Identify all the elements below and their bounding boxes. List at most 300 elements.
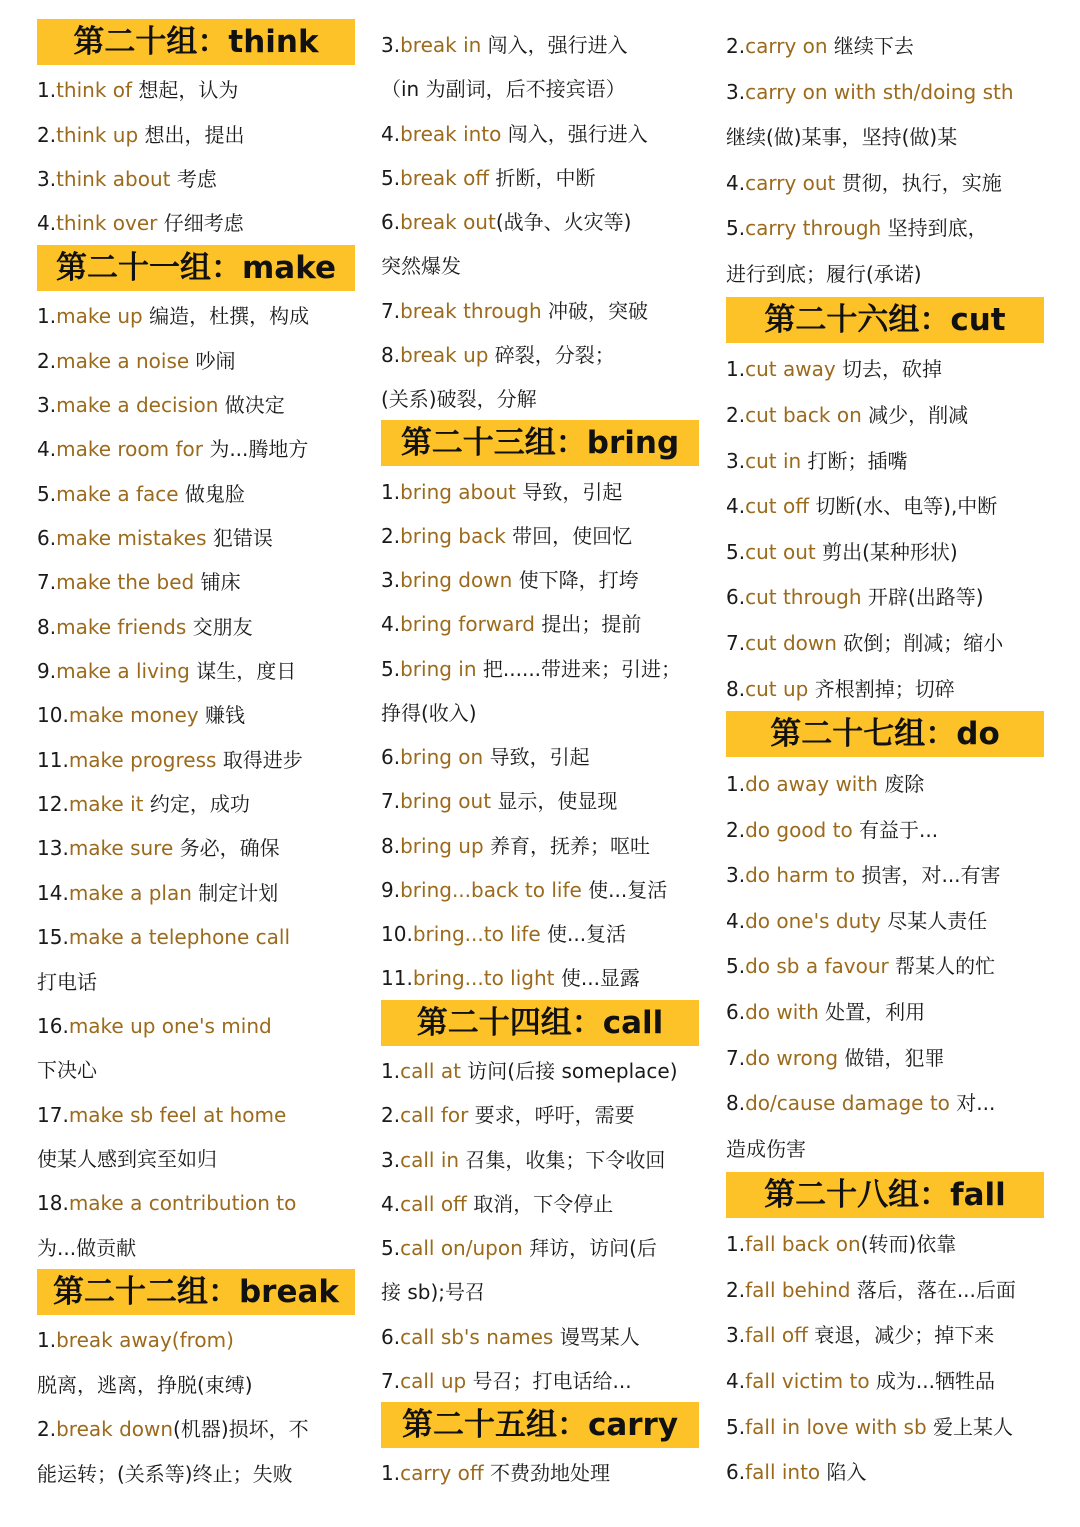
phrase-text: bring forward — [400, 612, 535, 637]
phrase-text: fall back on — [745, 1232, 861, 1257]
phrase-text: cut away — [745, 357, 836, 382]
group-header: 第二十六组：cut — [726, 297, 1044, 343]
meaning-text: 处置，利用 — [818, 1000, 926, 1025]
phrase-text: call on/upon — [400, 1236, 523, 1261]
meaning-text: 赚钱 — [198, 703, 245, 728]
group-header: 第二十三组：bring — [381, 420, 699, 466]
meaning-text: 接 sb);号召 — [381, 1280, 486, 1305]
entry-number: 3. — [37, 392, 57, 417]
phrase-entry — [726, 260, 922, 288]
entry-number: 4. — [381, 612, 401, 637]
phrase-entry — [726, 1321, 994, 1349]
phrase-text: call off — [400, 1191, 467, 1216]
entry-number: 6. — [726, 585, 746, 610]
meaning-text: 做决定 — [218, 392, 285, 417]
entry-number: 1. — [381, 1058, 401, 1083]
meaning-text: 切断(水、电等),中断 — [808, 494, 998, 519]
phrase-text: make a contribution to — [68, 1191, 297, 1216]
phrase-entry — [37, 347, 236, 375]
phrase-text: cut out — [745, 539, 816, 564]
meaning-text: 成为...牺牲品 — [869, 1368, 996, 1393]
group-header: 第二十八组：fall — [726, 1172, 1044, 1218]
phrase-text: do/cause damage to — [745, 1091, 950, 1116]
phrase-text: do wrong — [745, 1045, 839, 1070]
phrase-text: fall into — [745, 1460, 821, 1485]
phrase-entry — [381, 1057, 678, 1085]
phrase-entry — [381, 478, 622, 506]
phrase-entry — [37, 746, 303, 774]
phrase-text: make a telephone call — [68, 925, 291, 950]
group-header: 第二十七组：do — [726, 711, 1044, 757]
meaning-text: 进行到底；履行(承诺) — [726, 262, 922, 287]
meaning-text: 冲破，突破 — [541, 298, 649, 323]
phrase-entry — [37, 76, 238, 104]
meaning-text: 对... — [949, 1091, 996, 1116]
phrase-text: call at — [400, 1058, 461, 1083]
meaning-text: 提出；提前 — [534, 612, 642, 637]
meaning-text: 导致，引起 — [483, 745, 590, 770]
phrase-text: make a plan — [68, 880, 192, 905]
phrase-text: make sb feel at home — [68, 1102, 287, 1127]
meaning-text: 考虑 — [170, 167, 217, 192]
entry-number: 4. — [726, 170, 746, 195]
meaning-text: （in 为副词，后不接宾语） — [381, 77, 626, 102]
entry-number: 1. — [37, 304, 57, 329]
meaning-text: 有益于... — [852, 817, 939, 842]
entry-number: 12. — [37, 792, 69, 817]
phrase-entry — [726, 169, 1002, 197]
phrase-entry — [37, 968, 97, 996]
entry-number: 4. — [726, 908, 746, 933]
phrase-entry — [37, 923, 290, 951]
phrase-text: bring...to life — [412, 922, 541, 947]
entry-number: 9. — [37, 659, 57, 684]
entry-number: 2. — [381, 523, 401, 548]
phrase-text: break away(from) — [56, 1328, 234, 1353]
phrase-entry — [726, 1458, 867, 1486]
entry-number: 7. — [726, 631, 746, 656]
phrase-entry — [37, 165, 217, 193]
entry-number: 10. — [381, 922, 413, 947]
meaning-text: 砍倒；削减；缩小 — [836, 631, 1004, 656]
entry-number: 1. — [726, 771, 746, 796]
entry-number: 4. — [37, 211, 57, 236]
phrase-entry — [726, 583, 984, 611]
entry-number: 1. — [381, 479, 401, 504]
meaning-text: 使...显露 — [554, 966, 640, 991]
phrase-entry — [726, 907, 987, 935]
phrase-text: think over — [56, 211, 158, 236]
entry-number: 6. — [381, 745, 401, 770]
phrase-text: call for — [400, 1103, 469, 1128]
phrase-text: break down — [56, 1417, 174, 1442]
phrase-entry — [381, 31, 628, 59]
entry-number: 8. — [37, 614, 57, 639]
entry-number: 6. — [726, 1460, 746, 1485]
entry-number: 5. — [726, 954, 746, 979]
phrase-text: cut back on — [745, 402, 862, 427]
phrase-text: think of — [56, 78, 133, 103]
phrase-entry — [37, 1189, 296, 1217]
phrase-entry — [37, 302, 309, 330]
phrase-entry — [381, 787, 617, 815]
meaning-text: 帮某人的忙 — [888, 954, 996, 979]
meaning-text: 使某人感到宾至如归 — [37, 1147, 217, 1171]
meaning-text: 闯入，强行进入 — [501, 121, 648, 146]
meaning-text: 突然爆发 — [381, 254, 461, 279]
meaning-text: 号召；打电话给... — [466, 1368, 632, 1393]
entry-number: 5. — [726, 1414, 746, 1439]
phrase-entry — [381, 655, 681, 683]
meaning-text: (机器)损坏，不 — [173, 1417, 309, 1442]
entry-number: 3. — [726, 448, 746, 473]
meaning-text: 为...腾地方 — [202, 437, 309, 462]
phrase-text: do with — [745, 1000, 819, 1025]
phrase-text: cut up — [745, 676, 809, 701]
meaning-text: 编造，杜撰，构成 — [142, 304, 310, 329]
phrase-entry — [381, 876, 667, 904]
phrase-entry — [726, 1413, 1013, 1441]
phrase-text: break in — [400, 33, 482, 57]
phrase-text: bring up — [400, 833, 484, 858]
entry-number: 4. — [726, 494, 746, 519]
entry-number: 2. — [37, 1417, 57, 1442]
meaning-text: 想起，认为 — [132, 78, 239, 103]
phrase-entry — [726, 1367, 995, 1395]
phrase-text: bring...to light — [412, 966, 555, 991]
meaning-text: 能运转；(关系等)终止；失败 — [37, 1461, 293, 1486]
meaning-text: 衰退，减少；掉下来 — [807, 1323, 995, 1348]
entry-number: 2. — [726, 1277, 746, 1302]
phrase-text: make mistakes — [56, 525, 207, 550]
phrase-text: cut off — [745, 494, 809, 519]
meaning-text: 养育，抚养；呕吐 — [483, 833, 651, 858]
entry-number: 1. — [37, 78, 57, 103]
phrase-entry — [37, 1056, 97, 1084]
group-header: 第二十二组：break — [37, 1269, 355, 1315]
meaning-text: 约定，成功 — [143, 792, 250, 817]
entry-number: 3. — [726, 1323, 746, 1348]
phrase-text: bring out — [400, 789, 492, 814]
meaning-text: 铺床 — [194, 570, 241, 595]
group-header: 第二十四组：call — [381, 1000, 699, 1046]
phrase-text: make it — [68, 792, 144, 817]
phrase-text: fall off — [745, 1323, 808, 1348]
entry-number: 13. — [37, 836, 69, 861]
phrase-entry — [37, 435, 308, 463]
meaning-text: 访问(后接 someplace) — [460, 1058, 678, 1083]
phrase-entry — [726, 675, 955, 703]
meaning-text: 陷入 — [820, 1460, 867, 1485]
phrase-text: make a decision — [56, 392, 219, 417]
meaning-text: 仔细考虑 — [157, 211, 244, 236]
entry-number: 8. — [726, 676, 746, 701]
entry-number: 2. — [381, 1103, 401, 1128]
entry-number: 18. — [37, 1191, 69, 1216]
meaning-text: 闯入，强行进入 — [481, 33, 628, 57]
phrase-entry — [381, 1190, 613, 1218]
entry-number: 1. — [37, 1328, 57, 1353]
phrase-entry — [726, 538, 958, 566]
entry-number: 6. — [37, 525, 57, 550]
meaning-text: 做错，犯罪 — [838, 1045, 945, 1070]
entry-number: 9. — [381, 877, 401, 902]
entry-number: 7. — [381, 298, 401, 323]
entry-number: 8. — [381, 833, 401, 858]
entry-number: 3. — [726, 863, 746, 888]
phrase-entry — [726, 1276, 1016, 1304]
meaning-text: 导致，引起 — [516, 479, 623, 504]
meaning-text: 使下降，打垮 — [512, 568, 639, 593]
entry-number: 7. — [37, 570, 57, 595]
phrase-entry — [726, 1135, 806, 1163]
phrase-entry — [37, 568, 241, 596]
phrase-entry — [37, 657, 296, 685]
meaning-text: 做鬼脸 — [178, 481, 245, 506]
phrase-entry — [37, 701, 245, 729]
phrase-text: make sure — [68, 836, 174, 861]
phrase-text: cut through — [745, 585, 862, 610]
meaning-text: 谋生，度日 — [189, 659, 297, 684]
phrase-entry — [726, 123, 957, 151]
entry-number: 2. — [726, 402, 746, 427]
phrase-entry — [37, 1415, 309, 1443]
phrase-entry — [381, 610, 641, 638]
phrase-entry — [381, 1323, 640, 1351]
meaning-text: 继续(做)某事，坚持(做)某 — [726, 125, 958, 150]
group-header: 第二十组：think — [37, 19, 355, 65]
phrase-text: break off — [400, 165, 490, 190]
phrase-text: fall victim to — [745, 1368, 870, 1393]
phrase-text: make up — [56, 304, 143, 329]
phrase-entry — [381, 1278, 485, 1306]
phrase-entry — [726, 78, 1014, 106]
meaning-text: 齐根割掉；切碎 — [808, 676, 955, 701]
phrase-entry — [37, 790, 250, 818]
entry-number: 8. — [381, 342, 401, 367]
entry-number: 6. — [381, 1324, 401, 1349]
entry-number: 3. — [381, 1147, 401, 1172]
entry-number: 4. — [381, 121, 401, 146]
phrase-entry — [37, 1101, 286, 1129]
phrase-text: break through — [400, 298, 542, 323]
meaning-text: 吵闹 — [189, 348, 236, 373]
entry-number: 17. — [37, 1102, 69, 1127]
phrase-text: cut in — [745, 448, 802, 473]
meaning-text: 谩骂某人 — [553, 1324, 640, 1349]
meaning-text: 要求，呼吁，需要 — [468, 1103, 635, 1128]
phrase-entry — [726, 32, 914, 60]
entry-number: 3. — [381, 568, 401, 593]
phrase-entry — [37, 121, 245, 149]
meaning-text: 剪出(某种形状) — [815, 539, 958, 564]
meaning-text: 折断，中断 — [489, 165, 596, 190]
phrase-entry — [37, 879, 278, 907]
phrase-entry — [381, 385, 537, 413]
phrase-text: make money — [68, 703, 199, 728]
phrase-text: cut down — [745, 631, 837, 656]
meaning-text: 废除 — [877, 771, 925, 796]
meaning-text: (关系)破裂，分解 — [381, 387, 537, 412]
entry-number: 7. — [381, 789, 401, 814]
entry-number: 1. — [726, 1232, 746, 1257]
phrase-text: call up — [400, 1368, 467, 1393]
phrase-entry — [37, 209, 244, 237]
phrase-text: make friends — [56, 614, 187, 639]
phrase-text: carry on — [745, 34, 828, 58]
phrase-entry — [381, 208, 631, 236]
phrase-text: bring on — [400, 745, 484, 770]
meaning-text: 务必，确保 — [173, 836, 280, 861]
entry-number: 5. — [726, 216, 746, 241]
entry-number: 4. — [381, 1191, 401, 1216]
entry-number: 1. — [381, 1461, 401, 1486]
phrase-entry — [37, 834, 280, 862]
meaning-text: 切去，砍掉 — [835, 357, 943, 382]
entry-number: 4. — [726, 1368, 746, 1393]
meaning-text: 拜访，访问(后 — [522, 1236, 657, 1261]
phrase-text: make progress — [68, 747, 217, 772]
meaning-text: 贯彻，执行，实施 — [835, 170, 1002, 195]
phrase-entry — [381, 964, 640, 992]
entry-number: 1. — [726, 357, 746, 382]
phrase-text: break up — [400, 342, 489, 367]
meaning-text: 交朋友 — [186, 614, 253, 639]
entry-number: 5. — [381, 656, 401, 681]
phrase-entry — [381, 75, 626, 103]
phrase-entry — [37, 1234, 136, 1262]
entry-number: 2. — [726, 817, 746, 842]
phrase-entry — [381, 566, 639, 594]
meaning-text: 打断；插嘴 — [801, 448, 908, 473]
phrase-entry — [726, 629, 1003, 657]
phrase-text: make a face — [56, 481, 179, 506]
entry-number: 14. — [37, 880, 69, 905]
phrase-entry — [381, 120, 648, 148]
phrase-text: do sb a favour — [745, 954, 889, 979]
meaning-text: 打电话 — [37, 969, 97, 994]
phrase-entry — [726, 1089, 995, 1117]
entry-number: 11. — [37, 747, 69, 772]
phrase-text: make up one's mind — [68, 1013, 272, 1038]
phrase-entry — [37, 524, 273, 552]
phrase-text: carry through — [745, 216, 882, 241]
entry-number: 11. — [381, 966, 413, 991]
phrase-entry — [726, 355, 942, 383]
phrase-entry — [381, 252, 461, 280]
phrase-entry — [726, 861, 1001, 889]
phrase-text: bring back — [400, 523, 506, 548]
phrase-entry — [381, 743, 590, 771]
phrase-text: do away with — [745, 771, 878, 796]
meaning-text: 挣得(收入) — [381, 700, 477, 725]
phrase-entry — [381, 1459, 610, 1487]
meaning-text: 使...复活 — [581, 877, 668, 902]
meaning-text: 造成伤害 — [726, 1136, 806, 1161]
phrase-entry — [381, 1101, 635, 1129]
phrase-entry — [726, 447, 908, 475]
meaning-text: 为...做贡献 — [37, 1235, 137, 1260]
phrase-entry — [37, 1460, 293, 1488]
group-header: 第二十五组：carry — [381, 1402, 699, 1448]
phrase-text: break into — [400, 121, 502, 146]
entry-number: 2. — [37, 122, 57, 147]
meaning-text: 落后，落在...后面 — [850, 1277, 1016, 1302]
phrase-entry — [37, 613, 253, 641]
phrase-text: break out — [400, 210, 496, 235]
entry-number: 6. — [726, 1000, 746, 1025]
entry-number: 3. — [381, 33, 401, 57]
meaning-text: 开辟(出路等) — [861, 585, 984, 610]
phrase-text: call sb's names — [400, 1324, 554, 1349]
entry-number: 8. — [726, 1091, 746, 1116]
phrase-text: carry off — [400, 1461, 484, 1486]
phrase-text: call in — [400, 1147, 460, 1172]
phrase-entry — [37, 1326, 234, 1354]
group-header: 第二十一组：make — [37, 245, 355, 291]
phrase-entry — [381, 1146, 665, 1174]
phrase-entry — [726, 492, 997, 520]
meaning-text: 使...复活 — [540, 922, 627, 947]
entry-number: 7. — [726, 1045, 746, 1070]
phrase-entry — [381, 699, 477, 727]
phrase-entry — [381, 1367, 632, 1395]
phrase-entry — [726, 401, 968, 429]
phrase-text: think about — [56, 167, 171, 192]
meaning-text: 带回，使回忆 — [505, 523, 633, 548]
entry-number: 3. — [726, 79, 746, 104]
entry-number: 10. — [37, 703, 69, 728]
phrase-entry — [37, 391, 285, 419]
entry-number: 15. — [37, 925, 69, 950]
meaning-text: 爱上某人 — [926, 1414, 1014, 1439]
phrase-entry — [381, 297, 648, 325]
phrase-text: bring down — [400, 568, 513, 593]
entry-number: 5. — [726, 539, 746, 564]
entry-number: 4. — [37, 437, 57, 462]
phrase-text: fall behind — [745, 1277, 851, 1302]
phrase-entry — [37, 1371, 253, 1399]
meaning-text: 损害，对...有害 — [855, 863, 1001, 888]
phrase-entry — [381, 341, 615, 369]
meaning-text: 犯错误 — [206, 525, 273, 550]
phrase-entry — [381, 1234, 657, 1262]
phrase-entry — [381, 164, 595, 192]
phrase-text: make room for — [56, 437, 203, 462]
meaning-text: (战争、火灾等) — [495, 210, 632, 235]
meaning-text: 下决心 — [37, 1058, 97, 1083]
phrase-text: carry on with sth/doing sth — [745, 79, 1014, 104]
entry-number: 16. — [37, 1013, 69, 1038]
phrase-entry — [37, 480, 245, 508]
entry-number: 5. — [381, 1236, 401, 1261]
phrase-entry — [726, 1230, 956, 1258]
meaning-text: (转而)依靠 — [860, 1232, 957, 1257]
meaning-text: 召集，收集；下令收回 — [459, 1147, 666, 1172]
phrase-text: fall in love with sb — [745, 1414, 927, 1439]
meaning-text: 显示，使显现 — [491, 789, 618, 814]
entry-number: 2. — [726, 34, 746, 58]
phrase-entry — [726, 1044, 945, 1072]
phrase-entry — [726, 998, 925, 1026]
phrase-entry — [381, 832, 650, 860]
phrase-text: do one's duty — [745, 908, 881, 933]
phrase-text: bring in — [400, 656, 477, 681]
phrase-text: carry out — [745, 170, 836, 195]
entry-number: 5. — [37, 481, 57, 506]
phrase-text: do harm to — [745, 863, 856, 888]
meaning-text: 不费劲地处理 — [483, 1461, 611, 1486]
